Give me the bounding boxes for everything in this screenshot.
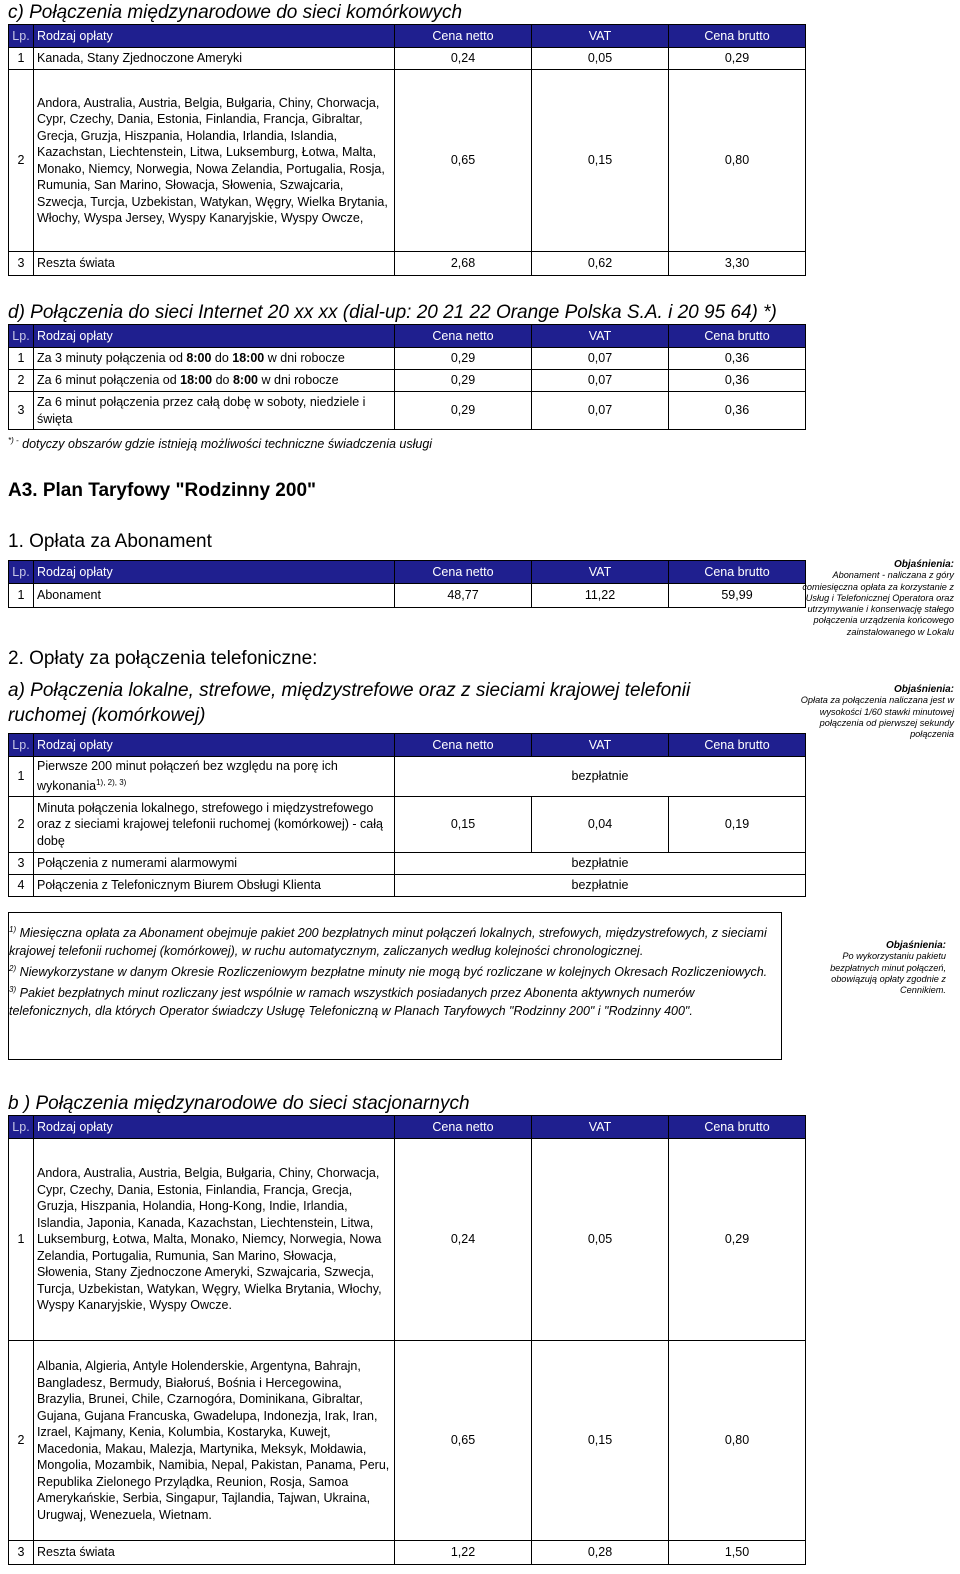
table-row	[9, 70, 806, 252]
section-d-footnote	[8, 436, 432, 451]
table-abonament	[8, 560, 806, 608]
row-gross: 0,19	[669, 797, 806, 853]
section-b-title: b ) Połączenia międzynarodowe do sieci stacjonarnych	[8, 1093, 470, 1114]
row-net: 0,24	[395, 1139, 532, 1341]
row-lp: 1	[9, 584, 34, 608]
footnote-3: $^{3)}$ Pakiet bezpłatnych minut rozliczany jest wspólnie w ramach wszystkich posiadanych przez Abonenta aktywnych numerów telefonicznych, dla których Operator świadczy Usługę Telefoniczną w Planach Taryfowych "Rodzinny 200" i "Rodzinny 400".	[9, 985, 695, 1019]
row-lp: 3	[9, 252, 34, 276]
table-section-b	[8, 1115, 806, 1565]
row-desc: Połączenia z Telefonicznym Biurem Obsługi Klienta	[34, 875, 395, 897]
row-lp: 1	[9, 48, 34, 70]
header-net: Cena netto	[395, 325, 532, 348]
row-net: 0,29	[395, 348, 532, 370]
header-net: Cena netto	[395, 1116, 532, 1139]
row-lp: 2	[9, 70, 34, 252]
row-lp: 2	[9, 797, 34, 853]
row-vat: 0,28	[532, 1541, 669, 1565]
table-row	[9, 853, 806, 875]
table-header	[9, 325, 806, 348]
table-row	[9, 797, 806, 853]
calls-title: 2. Opłaty za połączenia telefoniczne:	[8, 648, 318, 669]
row-gross: 1,50	[669, 1541, 806, 1565]
row-vat: 0,07	[532, 392, 669, 430]
table-row	[9, 370, 806, 392]
side-note-calls	[796, 684, 954, 740]
row-net: 1,22	[395, 1541, 532, 1565]
header-type: Rodzaj opłaty	[34, 561, 395, 584]
row-gross: 59,99	[669, 584, 806, 608]
header-lp: Lp.	[9, 25, 34, 48]
side-note-title: Objaśnienia:	[893, 684, 954, 695]
header-net: Cena netto	[395, 25, 532, 48]
section-d-title: d) Połączenia do sieci Internet 20 xx xx (dial-up: 20 21 22 Orange Polska S.A. i 20 95 64) *)	[8, 302, 777, 323]
row-desc: Minuta połączenia lokalnego, strefowego i międzystrefowego oraz z sieciami krajowej telefonii ruchomej (komórkowej) - całą dobę	[34, 797, 395, 853]
row-gross: 0,36	[669, 348, 806, 370]
side-note-title: Objaśnienia:	[893, 559, 954, 570]
row-desc: Reszta świata	[34, 1541, 395, 1565]
side-note-package	[806, 940, 946, 996]
row-lp: 2	[9, 1341, 34, 1541]
row-desc: Za 3 minuty połączenia od 8:00 do 18:00 w dni robocze	[34, 348, 395, 370]
header-vat: VAT	[532, 1116, 669, 1139]
table-row	[9, 1541, 806, 1565]
row-gross: 0,80	[669, 70, 806, 252]
row-vat: 0,62	[532, 252, 669, 276]
header-gross: Cena brutto	[669, 561, 806, 584]
footnote-text: dotyczy obszarów gdzie istnieją możliwości techniczne świadczenia usługi	[22, 437, 433, 452]
row-free: bezpłatnie	[395, 875, 806, 897]
abonament-title: 1. Opłata za Abonament	[8, 531, 212, 552]
footnote-2: $^{2)}$ Niewykorzystane w danym Okresie Rozliczeniowym bezpłatne minuty nie mogą być rozliczane w kolejnych Okresach Rozliczeniowych.	[9, 964, 768, 980]
table-row	[9, 1139, 806, 1341]
table-section-c	[8, 24, 806, 276]
footnote-mark: *) -	[8, 436, 19, 445]
row-net: 0,24	[395, 48, 532, 70]
row-gross: 0,29	[669, 48, 806, 70]
row-gross: 0,80	[669, 1341, 806, 1541]
row-vat: 0,15	[532, 70, 669, 252]
table-header	[9, 25, 806, 48]
header-vat: VAT	[532, 325, 669, 348]
row-net: 0,65	[395, 70, 532, 252]
row-desc: Andora, Australia, Austria, Belgia, Bułgaria, Chiny, Chorwacja, Cypr, Czechy, Dania, Estonia, Finlandia, Francja, Gibraltar, Grecja, Gruzja, Hiszpania, Holandia, Irlandia, Islandia, Kazachstan, Liechtenstein, Litwa, Luksemburg, Łotwa, Malta, Monako, Niemcy, Norwegia, Nowa Zelandia, Portugalia, Rosja, Rumunia, San Marino, Słowacja, Słowenia, Szwajcaria, Szwecja, Turcja, Uzbekistan, Watykan, Węgry, Wielka Brytania, Włochy, Wyspa Jersey, Wyspy Kanaryjskie, Wyspy Owcze,	[34, 70, 395, 252]
header-type: Rodzaj opłaty	[34, 734, 395, 757]
row-desc: Za 6 minut połączenia przez całą dobę w soboty, niedziele i święta	[34, 392, 395, 430]
row-net: 0,29	[395, 370, 532, 392]
row-vat: 0,15	[532, 1341, 669, 1541]
row-desc: Albania, Algieria, Antyle Holenderskie, Argentyna, Bahrajn, Bangladesz, Bermudy, Białoruś, Bośnia i Hercegowina, Brazylia, Brunei, Chile, Czarnogóra, Dominikana, Gibraltar, Gujana, Gujana Francuska, Gwadelupa, Indonezja, Irak, Iran, Izrael, Kajmany, Kenia, Kolumbia, Kostaryka, Kuwejt, Macedonia, Makau, Malezja, Martynika, Meksyk, Mołdawia, Mongolia, Mozambik, Namibia, Nepal, Pakistan, Panama, Peru, Republika Zielonego Przylądka, Reunion, Rosja, Samoa Amerykańskie, Serbia, Singapur, Tajlandia, Tajwan, Ukraina, Urugwaj, Wenezuela, Wietnam.	[34, 1341, 395, 1541]
table-row	[9, 584, 806, 608]
table-row	[9, 757, 806, 797]
header-net: Cena netto	[395, 734, 532, 757]
row-vat: 11,22	[532, 584, 669, 608]
header-gross: Cena brutto	[669, 25, 806, 48]
header-lp: Lp.	[9, 561, 34, 584]
table-row	[9, 875, 806, 897]
header-type: Rodzaj opłaty	[34, 325, 395, 348]
row-net: 2,68	[395, 252, 532, 276]
header-vat: VAT	[532, 561, 669, 584]
table-header	[9, 734, 806, 757]
row-desc: Połączenia z numerami alarmowymi	[34, 853, 395, 875]
header-gross: Cena brutto	[669, 734, 806, 757]
table-row	[9, 252, 806, 276]
row-net: 0,29	[395, 392, 532, 430]
row-net: 48,77	[395, 584, 532, 608]
table-section-d	[8, 324, 806, 430]
row-vat: 0,07	[532, 370, 669, 392]
table-header	[9, 1116, 806, 1139]
side-note-title: Objaśnienia:	[885, 940, 946, 951]
section-c-title: c) Połączenia międzynarodowe do sieci komórkowych	[8, 2, 463, 23]
footnote-1: $^{1)}$ Miesięczna opłata za Abonament obejmuje pakiet 200 bezpłatnych minut połączeń lokalnych, strefowych, międzystrefowych, z sieciami krajowej telefonii ruchomej (komórkowej), w ruchu automatycznym, zaliczanych według kolejności chronologicznej.	[9, 925, 767, 959]
row-lp: 3	[9, 1541, 34, 1565]
header-net: Cena netto	[395, 561, 532, 584]
calls-subtitle: a) Połączenia lokalne, strefowe, międzystrefowe oraz z sieciami krajowej telefonii ruchomej (komórkowej)	[8, 680, 691, 726]
table-row	[9, 348, 806, 370]
header-lp: Lp.	[9, 1116, 34, 1139]
table-header	[9, 561, 806, 584]
side-note-text: Abonament - naliczana z góry comiesięczna opłata za korzystanie z Usług i Telefonicznej Operatora oraz utrzymywanie i konserwację stałego połączenia urządzenia końcowego zainstalowanego w Lokalu	[802, 570, 954, 637]
header-type: Rodzaj opłaty	[34, 25, 395, 48]
side-note-text: Po wykorzystaniu pakietu bezpłatnych minut połączeń, obowiązują opłaty zgodnie z Cennikiem.	[830, 951, 946, 996]
row-vat: 0,05	[532, 48, 669, 70]
row-gross: 0,36	[669, 392, 806, 430]
row-gross: 0,36	[669, 370, 806, 392]
row-vat: 0,05	[532, 1139, 669, 1341]
header-lp: Lp.	[9, 734, 34, 757]
row-free: bezpłatnie	[395, 853, 806, 875]
row-net: 0,15	[395, 797, 532, 853]
header-gross: Cena brutto	[669, 1116, 806, 1139]
table-row	[9, 1341, 806, 1541]
plan-title: A3. Plan Taryfowy "Rodzinny 200"	[8, 480, 317, 501]
row-lp: 1	[9, 1139, 34, 1341]
row-vat: 0,04	[532, 797, 669, 853]
row-lp: 2	[9, 370, 34, 392]
table-calls	[8, 733, 806, 897]
row-lp: 4	[9, 875, 34, 897]
side-note-text: Opłata za połączenia naliczana jest w wysokości 1/60 stawki minutowej połączenia od pierwszej sekundy połączenia	[800, 695, 954, 740]
header-lp: Lp.	[9, 325, 34, 348]
row-lp: 3	[9, 853, 34, 875]
table-row	[9, 48, 806, 70]
row-desc: Pierwsze 200 minut połączeń bez względu na porę ich wykonania$^{1), 2), 3)}$	[34, 757, 395, 797]
row-lp: 1	[9, 757, 34, 797]
footnotes-box	[8, 912, 782, 1060]
row-desc: Abonament	[34, 584, 395, 608]
row-vat: 0,07	[532, 348, 669, 370]
row-desc: Reszta świata	[34, 252, 395, 276]
row-gross: 0,29	[669, 1139, 806, 1341]
header-gross: Cena brutto	[669, 325, 806, 348]
row-lp: 1	[9, 348, 34, 370]
row-net: 0,65	[395, 1341, 532, 1541]
row-desc: Andora, Australia, Austria, Belgia, Bułgaria, Chiny, Chorwacja, Cypr, Czechy, Dania, Estonia, Finlandia, Francja, Grecja, Gruzja, Hiszpania, Holandia, Hong-Kong, Indie, Irlandia, Islandia, Japonia, Kanada, Kazachstan, Liechtenstein, Litwa, Luksemburg, Łotwa, Malta, Monako, Niemcy, Norwegia, Nowa Zelandia, Portugalia, Rumunia, San Marino, Słowacja, Słowenia, Stany Zjednoczone Ameryki, Szwajcaria, Szwecja, Turcja, Uzbekistan, Watykan, Węgry, Wielka Brytania, Włochy, Wyspy Kanaryjskie, Wyspy Owcze.	[34, 1139, 395, 1341]
header-vat: VAT	[532, 25, 669, 48]
header-vat: VAT	[532, 734, 669, 757]
table-row	[9, 392, 806, 430]
row-lp: 3	[9, 392, 34, 430]
row-desc: Kanada, Stany Zjednoczone Ameryki	[34, 48, 395, 70]
header-type: Rodzaj opłaty	[34, 1116, 395, 1139]
row-desc: Za 6 minut połączenia od 18:00 do 8:00 w dni robocze	[34, 370, 395, 392]
side-note-abonament	[796, 559, 954, 638]
row-free: bezpłatnie	[395, 757, 806, 797]
row-gross: 3,30	[669, 252, 806, 276]
